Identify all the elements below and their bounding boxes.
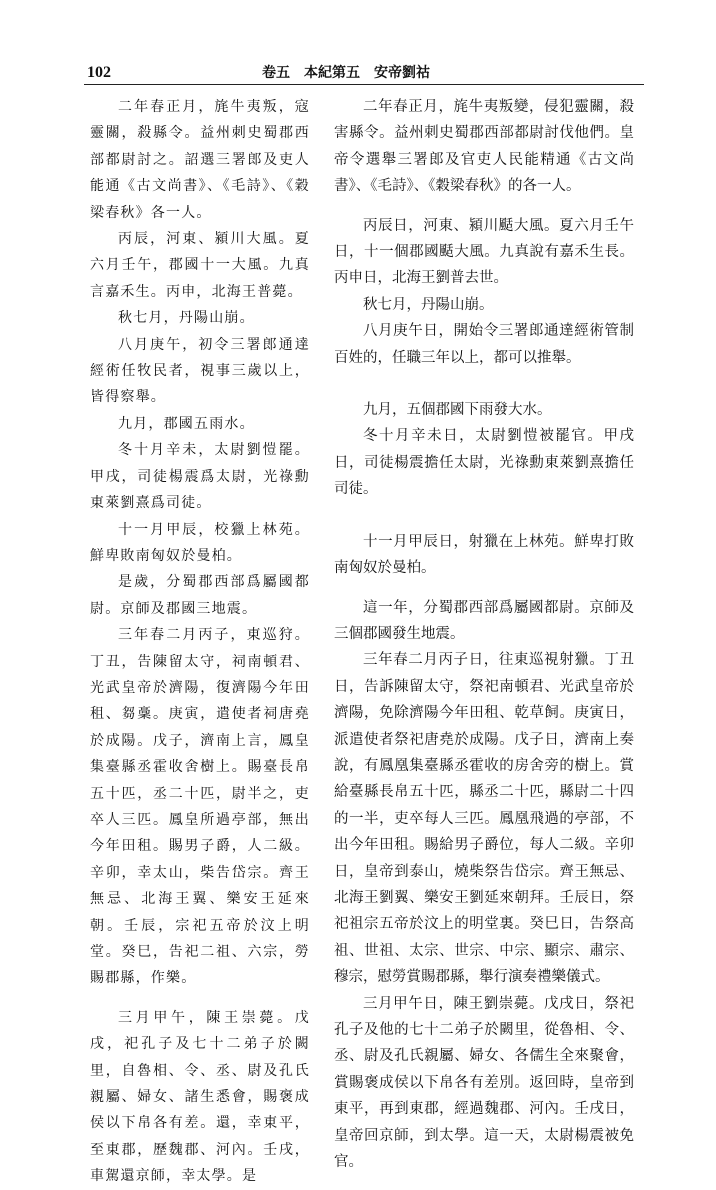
translation-paragraph: 八月庚午日，開始令三署郎通達經術管制百姓的，任職三年以上，都可以推舉。 — [334, 323, 634, 366]
paragraph-gap — [334, 200, 634, 213]
paragraph-gap — [334, 582, 634, 595]
classical-text-column — [90, 94, 310, 1190]
classical-paragraph: 冬十月辛未，太尉劉愷罷。甲戌，司徒楊震爲太尉，光祿勳東萊劉熹爲司徒。 — [90, 442, 310, 512]
paragraph-gap — [334, 503, 634, 529]
translation-paragraph: 這一年，分蜀郡西部爲屬國都尉。京師及三個郡國發生地震。 — [334, 599, 634, 642]
translation-paragraph: 二年春正月，旄牛夷叛變，侵犯靈關，殺害縣令。益州刺史蜀郡西部都尉討伐他們。皇帝令選舉三署郎及官吏人民能精通《古文尚書》、《毛詩》、《穀梁春秋》的各一人。 — [334, 99, 634, 195]
translation-paragraph: 十一月甲辰日，射獵在上林苑。鮮卑打敗南匈奴於曼柏。 — [334, 533, 634, 577]
classical-paragraph: 是歲，分蜀郡西部爲屬國都尉。京師及郡國三地震。 — [90, 574, 310, 617]
modern-translation-column — [334, 94, 634, 1175]
translation-paragraph: 九月，五個郡國下雨發大水。 — [363, 402, 552, 419]
classical-paragraph: 秋七月，丹陽山崩。 — [118, 310, 255, 327]
classical-paragraph: 三年春二月丙子，東巡狩。丁丑，告陳留太守，祠南頓君、光武皇帝於濟陽，復濟陽今年田租、芻稾。庚寅，遣使者祠唐堯於成陽。戊子，濟南上言，鳳皇集臺縣丞霍收舍樹上。賜臺長帛五十匹，丞二十匹，尉半之，吏卒人三匹。鳳皇所過亭部，無出今年田租。賜男子爵，人二級。辛卯，幸太山，柴告岱宗。齊王無忌、北海王翼、樂安王延來朝。壬辰，宗祀五帝於汶上明堂。癸巳，告祀二祖、六宗，勞賜郡縣，作樂。 — [90, 627, 310, 987]
paragraph-gap — [334, 371, 634, 397]
translation-paragraph: 丙辰日，河東、潁川颳大風。夏六月壬午日，十一個郡國颳大風。九真說有嘉禾生長。丙申日，北海王劉普去世。 — [334, 217, 634, 287]
classical-paragraph: 二年春正月，旄牛夷叛，寇靈關，殺縣令。益州刺史蜀郡西部都尉討之。詔選三署郎及吏人能通《古文尚書》、《毛詩》、《穀梁春秋》各一人。 — [90, 99, 310, 221]
translation-paragraph: 秋七月，丹陽山崩。 — [363, 296, 494, 313]
translation-paragraph: 三月甲午日，陳王劉崇薨。戊戌日，祭祀孔子及他的七十二弟子於闕里，從魯相、令、丞、尉及孔氏親屬、婦女、各儒生全來聚會，賞賜褒成侯以下帛各有差別。返回時，皇帝到東平，再到東郡，經過魏郡、河內。壬戌日，皇帝回京師，到太學。這一天，太尉楊震被免官。 — [334, 995, 634, 1171]
translation-paragraph: 冬十月辛未日，太尉劉愷被罷官。甲戌日，司徒楊震擔任太尉，光祿勳東萊劉熹擔任司徒。 — [334, 428, 634, 498]
translation-paragraph: 三年春二月丙子日，往東巡視射獵。丁丑日，告訴陳留太守，祭祀南頓君、光武皇帝於濟陽，免除濟陽今年田租、乾草飼。庚寅日，派遣使者祭祀唐堯於成陽。戊子日，濟南上奏說，有鳳凰集臺縣丞霍收的房舍旁的樹上。賞給臺縣長帛五十匹，縣丞二十匹，縣尉二十四的一半，吏卒每人三匹。鳳凰飛過的亭部，不出今年田租。賜給男子爵位，每人二級。辛卯日，皇帝到泰山，燒柴祭告岱宗。齊王無忌、北海王劉翼、樂安王劉延來朝拜。壬辰日，祭祀祖宗五帝於汶上的明堂裏。癸巳日，告祭高祖、世祖、太宗、世宗、中宗、顯宗、肅宗、穆宗，慰勞賞賜郡縣，舉行演奏禮樂儀式。 — [334, 652, 634, 986]
running-head: 卷五 本紀第五 安帝劉祜 — [262, 65, 430, 81]
paragraph-gap — [90, 992, 310, 1005]
classical-paragraph: 八月庚午，初令三署郎通達經術任牧民者，視事三歲以上，皆得察舉。 — [90, 336, 310, 406]
classical-paragraph: 三月甲午，陳王崇薨。戊戌，祀孔子及七十二弟子於闕里，自魯相、令、丞、尉及孔氏親屬、婦女、諸生悉會，賜褒成侯以下帛各有差。還，幸東平，至東郡，歷魏郡、河內。壬戌，車駕還京師，幸太學。是 — [90, 1009, 310, 1185]
classical-paragraph: 九月，郡國五雨水。 — [118, 415, 255, 432]
page-number: 102 — [87, 64, 111, 81]
classical-paragraph: 丙辰，河東、潁川大風。夏六月壬午，郡國十一大風。九真言嘉禾生。丙申，北海王普薨。 — [90, 231, 310, 300]
header-rule — [84, 84, 644, 85]
classical-paragraph: 十一月甲辰，校獵上林苑。鮮卑敗南匈奴於曼柏。 — [90, 521, 310, 564]
